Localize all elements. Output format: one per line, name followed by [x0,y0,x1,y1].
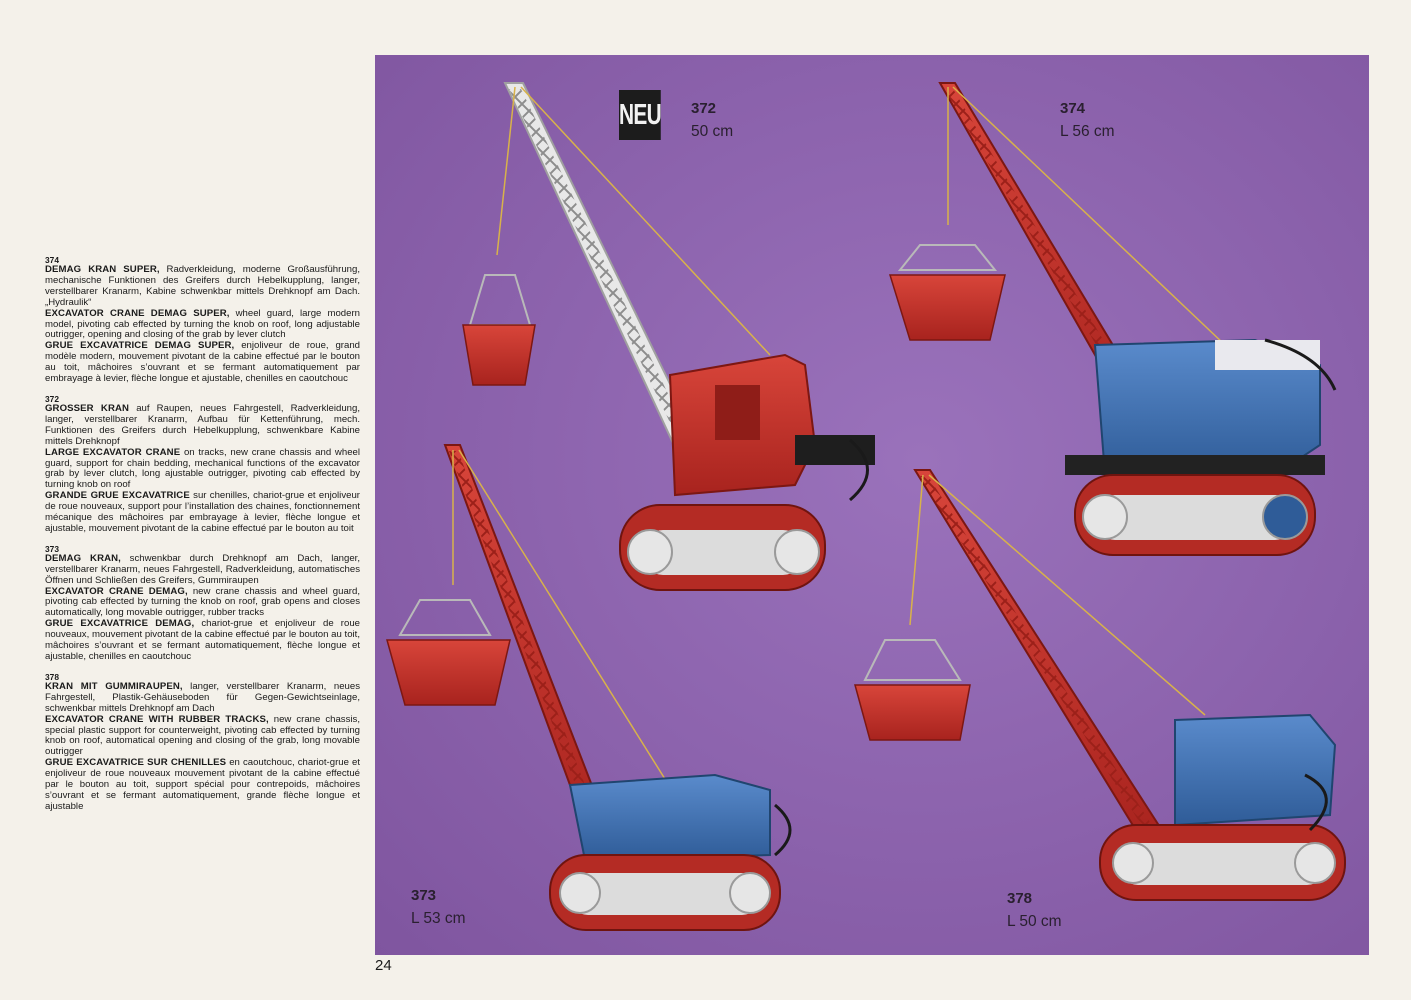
model-number: 373 [411,887,437,904]
entry-paragraph-fr [45,619,360,663]
entry-paragraph-en [45,715,360,759]
entry-text: sur chenilles, chariot-grue et enjoliveur de roue nouveaux, support pour l’installation des chaines, fonctionnement mécanique des mâchoires par embrayage à levier, flèche longue et ajustable, mouvement pivotant de la cabine effectué par le bouton au toit [45,490,360,534]
entry-text: on tracks, new crane chassis and wheel guard, support for chain bedding, mechanical functions of the excavator grab by lever clutch, long ajustable outrigger, pivoting cab effected by turning knob on roof [45,446,360,491]
model-length: L 53 cm [411,910,466,927]
entry-title: GRUE EXCAVATRICE DEMAG, [45,618,195,630]
crane-illustrations [375,55,1369,955]
entry-text: chariot-grue et enjoliveur de roue nouveaux, mouvement pivotant de la cabine effectué par le bouton au toit, mâchoires s’ouvrant et se fermant automatiquement, flèche longue et ajustable, chenilles en caoutchouc [45,618,360,662]
entry-text: schwenkbar durch Drehknopf am Dach, langer, verstellbarer Kranarm, neues Fahrgestell, Radverkleidung, automatisches Öffnen und Schließen des Greifers, Gummiraupen [45,552,361,586]
new-badge: NEU [619,90,661,140]
entry-378 [45,672,360,813]
entry-number: 373 [45,543,59,554]
model-number: 378 [1007,890,1033,907]
model-number: 374 [1060,100,1086,117]
entry-title: GROSSER KRAN [45,402,130,414]
entry-paragraph-de [45,404,360,448]
entry-text: wheel guard, large modern model, pivoting cab effected by turning the knob on roof, long adjustable outrigger, opening and closing of the grab by lever clutch [45,307,361,341]
entry-373 [45,544,360,663]
entry-paragraph-fr [45,758,360,813]
entry-title: GRANDE GRUE EXCAVATRICE [45,490,190,502]
entry-paragraph-en [45,587,360,620]
label-373 [411,887,466,928]
entry-paragraph-en [45,448,360,492]
entry-number: 378 [45,671,59,682]
label-374 [1060,100,1115,141]
crane-372 [463,83,875,590]
label-372 [691,100,733,141]
entry-text: enjoliveur de roue, grand modèle modern, mouvement pivotant de la cabine effectué par le bouton au toit, mâchoires s’ouvrant et se fermant automatiquement par embrayage à levier, flèche longue et ajustable, chenilles en caoutchouc [45,340,360,385]
entry-title: DEMAG KRAN SUPER, [45,264,160,275]
entry-number: 374 [45,255,59,265]
entry-paragraph-de [45,682,360,715]
model-length: L 56 cm [1060,123,1115,140]
model-length: L 50 cm [1007,913,1062,930]
entry-372 [45,394,360,535]
entry-title: GRUE EXCAVATRICE DEMAG SUPER, [45,340,235,352]
entry-text: auf Raupen, neues Fahrgestell, Radverkleidung, langer, verstellbarer Kranarm, Aufbau für Kettenführung, mech. Funktionen des Greifers durch Hebelkupplung, schwenkbare Kabine mittels Drehknopf [45,402,360,447]
entry-text: Radverkleidung, moderne Großausführung, mechanische Funktionen des Greifers durch Hebelkupplung, langer, verstellbarer Kranarm, Kabine schwenkbar mittels Drehknopf am Dach. „Hydraulik“ [45,264,360,308]
entry-paragraph-de [45,554,360,587]
model-number: 372 [691,100,717,117]
entry-text: en caoutchouc, chariot-grue et enjoliveur de roue nouveaux mouvement pivotant de la cabine effectué par le bouton au toit, support spécial pour contrepoids, mâchoires s’ouvrant et se fermant automatiquement, grande flèche longue et ajustable [45,757,360,812]
entry-paragraph-fr [45,491,360,535]
model-length: 50 cm [691,123,734,140]
entry-number: 372 [45,393,59,404]
entry-title: LARGE EXCAVATOR CRANE [45,446,181,458]
entry-title: DEMAG KRAN, [45,552,121,564]
entry-text: new crane chassis, special plastic support for counterweight, pivoting cab effected by turning knob on roof, automatical opening and closing of the grab, long movable outrigger [45,713,360,758]
entry-text: new crane chassis and wheel guard, pivoting cab effected by turning the knob on roof, grab opens and closes automatically, long movable outrigger, rubber tracks [45,585,360,619]
entry-title: EXCAVATOR CRANE DEMAG SUPER, [45,307,230,319]
entry-title: GRUE EXCAVATRICE SUR CHENILLES [45,757,227,769]
entry-title: EXCAVATOR CRANE WITH RUBBER TRACKS, [45,713,269,725]
product-photo [375,55,1369,955]
label-378 [1007,890,1062,931]
description-column [45,255,360,822]
entry-paragraph-de [45,265,360,309]
entry-374 [45,255,360,385]
entry-paragraph-en [45,309,360,342]
entry-paragraph-fr [45,341,360,385]
page-number: 24 [375,957,392,974]
crane-374 [890,83,1335,555]
entry-title: KRAN MIT GUMMIRAUPEN, [45,680,183,692]
entry-title: EXCAVATOR CRANE DEMAG, [45,585,188,597]
entry-text: langer, verstellbarer Kranarm, neues Fahrgestell, Plastik-Gehäuseboden für Gegen-Gewichtseinlage, schwenkbar mittels Drehknopf am Dach [45,680,360,714]
